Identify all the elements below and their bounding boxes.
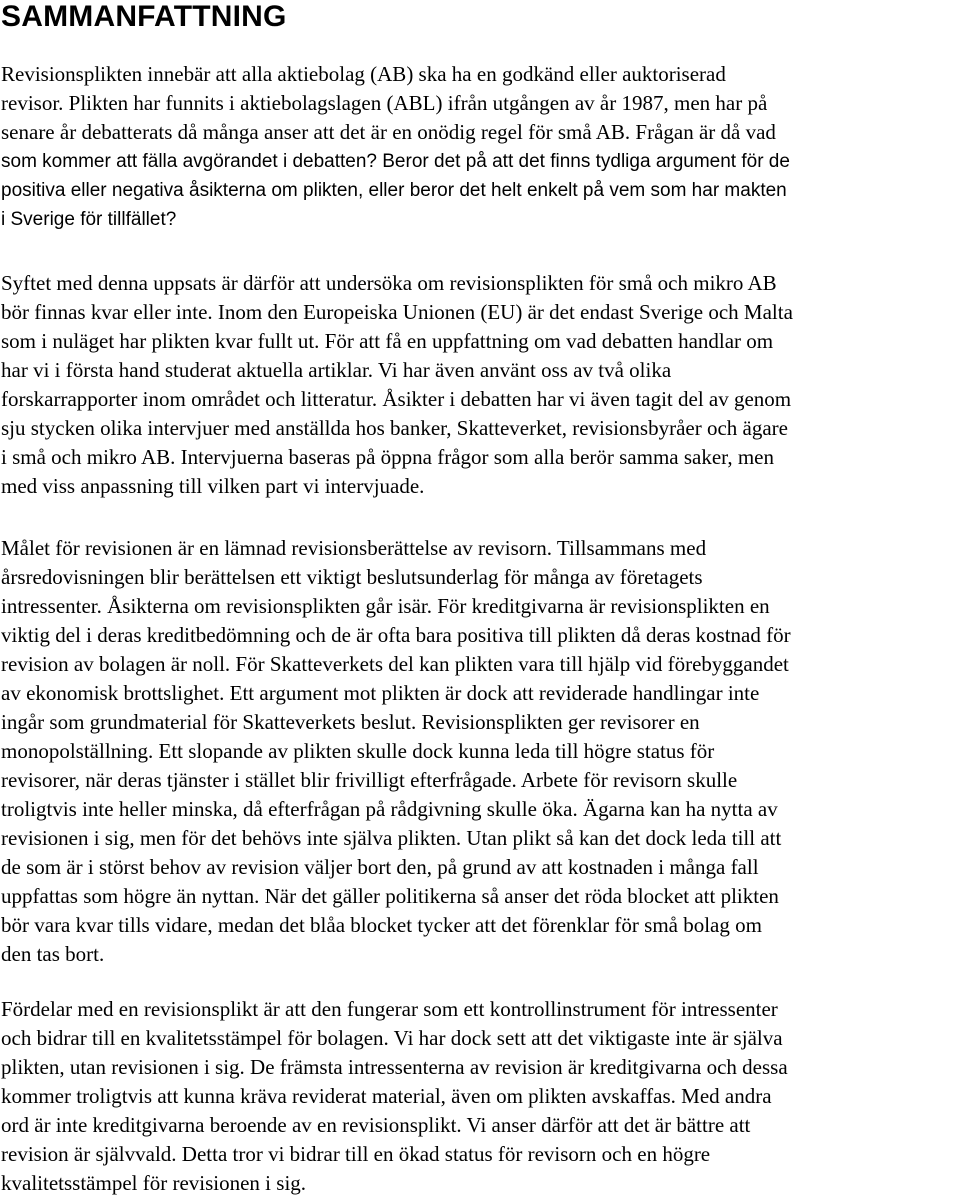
- paragraph-line: i Sverige för tillfället?: [1, 209, 177, 230]
- paragraph-line: revisorer, när deras tjänster i stället blir frivilligt efterfrågade. Arbete för revisorn skulle: [1, 768, 738, 792]
- paragraph-line: i små och mikro AB. Intervjuerna baseras på öppna frågor som alla berör samma saker, men: [1, 445, 774, 469]
- paragraph-line: ord är inte kreditgivarna beroende av en revisionsplikt. Vi anser därför att det är bättre att: [1, 1113, 751, 1137]
- paragraph-line: årsredovisningen blir berättelsen ett viktigt beslutsunderlag för många av företagets: [1, 565, 703, 589]
- paragraph-line: bör vara kvar tills vidare, medan det blåa blocket tycker att det förenklar för små bolag om: [1, 913, 762, 937]
- paragraph-line: revisionen i sig, men för det behövs inte själva plikten. Utan plikt så kan det dock leda till att: [1, 826, 782, 850]
- paragraph-line: plikten, utan revisionen i sig. De främsta intressenterna av revision är kreditgivarna och dessa: [1, 1055, 788, 1079]
- paragraph-line: forskarrapporter inom området och litteratur. Åsikter i debatten har vi även tagit del av genom: [1, 387, 792, 411]
- paragraph-3: [1, 534, 958, 969]
- paragraph-line: som kommer att fälla avgörandet i debatten? Beror det på att det finns tydliga argument för de: [1, 151, 790, 172]
- paragraph-line: positiva eller negativa åsikterna om plikten, eller beror det helt enkelt på vem som har makten: [1, 180, 787, 201]
- paragraph-line: bör finnas kvar eller inte. Inom den Europeiska Unionen (EU) är det endast Sverige och Malta: [1, 300, 793, 324]
- paragraph-line: revision är självvald. Detta tror vi bidrar till en ökad status för revisorn och en högre: [1, 1142, 711, 1166]
- paragraph-line: som i nuläget har plikten kvar fullt ut. För att få en uppfattning om vad debatten handlar om: [1, 329, 774, 353]
- paragraph-line: intressenter. Åsikterna om revisionsplikten går isär. För kreditgivarna är revisionsplikten en: [1, 594, 770, 618]
- paragraph-line: viktig del i deras kreditbedömning och de är ofta bara positiva till plikten då deras kostnad för: [1, 623, 791, 647]
- paragraph-line: ingår som grundmaterial för Skatteverkets beslut. Revisionsplikten ger revisorer en: [1, 710, 700, 734]
- paragraph-line: uppfattas som högre än nyttan. När det gäller politikerna så anser det röda blocket att plikten: [1, 884, 779, 908]
- paragraph-line: monopolställning. Ett slopande av plikten skulle dock kunna leda till högre status för: [1, 739, 715, 763]
- paragraph-line: har vi i första hand studerat aktuella artiklar. Vi har även använt oss av två olika: [1, 358, 672, 382]
- paragraph-line: Revisionsplikten innebär att alla aktiebolag (AB) ska ha en godkänd eller auktoriserad: [1, 62, 726, 86]
- page-title: SAMMANFATTNING: [1, 0, 287, 33]
- paragraph-line: Målet för revisionen är en lämnad revisionsberättelse av revisorn. Tillsammans med: [1, 536, 707, 560]
- paragraph-line: och bidrar till en kvalitetsstämpel för bolagen. Vi har dock sett att det viktigaste inte är själva: [1, 1026, 783, 1050]
- paragraph-1: [1, 60, 958, 234]
- paragraph-line: Fördelar med en revisionsplikt är att den fungerar som ett kontrollinstrument för intressenter: [1, 997, 778, 1021]
- paragraph-line: de som är i störst behov av revision väljer bort den, på grund av att kostnaden i många fall: [1, 855, 759, 879]
- paragraph-line: den tas bort.: [1, 942, 105, 966]
- paragraph-line: med viss anpassning till vilken part vi intervjuade.: [1, 474, 425, 498]
- paragraph-line: troligtvis inte heller minska, då efterfrågan på rådgivning skulle öka. Ägarna kan ha nytta av: [1, 797, 778, 821]
- paragraph-line: revision av bolagen är noll. För Skatteverkets del kan plikten vara till hjälp vid förebyggandet: [1, 652, 789, 676]
- paragraph-line: revisor. Plikten har funnits i aktiebolagslagen (ABL) ifrån utgången av år 1987, men har på: [1, 91, 768, 115]
- paragraph-line: av ekonomisk brottslighet. Ett argument mot plikten är dock att reviderade handlingar inte: [1, 681, 760, 705]
- paragraph-line: kvalitetsstämpel för revisionen i sig.: [1, 1171, 307, 1195]
- paragraph-2: [1, 269, 958, 501]
- paragraph-4: [1, 995, 958, 1198]
- paragraph-line: kommer troligtvis att kunna kräva reviderat material, även om plikten avskaffas. Med andra: [1, 1084, 772, 1108]
- paragraph-line: sju stycken olika intervjuer med anställda hos banker, Skatteverket, revisionsbyråer och ägare: [1, 416, 788, 440]
- paragraph-line: Syftet med denna uppsats är därför att undersöka om revisionsplikten för små och mikro AB: [1, 271, 777, 295]
- paragraph-line: senare år debatterats då många anser att det är en onödig regel för små AB. Frågan är då vad: [1, 120, 776, 144]
